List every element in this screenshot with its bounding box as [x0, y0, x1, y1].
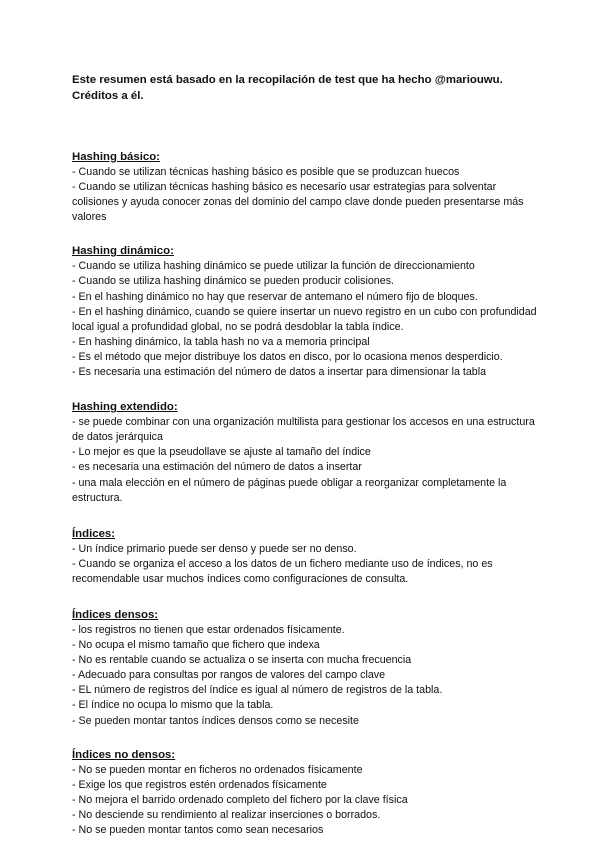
list-item: - Lo mejor es que la pseudollave se ajuste al tamaño del índice [72, 446, 371, 459]
list-item: - Cuando se utilizan técnicas hashing básico es necesario usar estrategias para solventar colisiones y ayuda conocer zonas del dominio del campo clave donde pueden presentarse más valores [72, 181, 524, 224]
list-item: - Adecuado para consultas por rangos de valores del campo clave [72, 669, 386, 682]
intro-line-2: Créditos a él. [72, 90, 144, 102]
section-hashing-basico [72, 150, 542, 225]
list-item: - se puede combinar con una organización multilista para gestionar los accesos en una estructura de datos jerárquica [72, 416, 535, 444]
section-hashing-dinamico [72, 244, 542, 380]
section-indices [72, 527, 542, 587]
list-item: - Es el método que mejor distribuye los datos en disco, por lo ocasiona menos desperdicio. [72, 350, 503, 363]
list-item: - No es rentable cuando se actualiza o se inserta con mucha frecuencia [72, 654, 412, 667]
list-item: - es necesaria una estimación del número de datos a insertar [72, 461, 362, 474]
section-indices-no-densos [72, 748, 542, 838]
intro-line-1: Este resumen está basado en la recopilación de test que ha hecho @mariouwu. [72, 74, 503, 86]
list-item: - Cuando se organiza el acceso a los datos de un fichero mediante uso de índices, no es recomendable usar muchos índices como configuraciones de consulta. [72, 557, 493, 585]
list-item: - los registros no tienen que estar ordenados físicamente. [72, 623, 345, 636]
list-item: - Es necesaria una estimación del número de datos a insertar para dimensionar la tabla [72, 366, 487, 379]
list-item: - Cuando se utiliza hashing dinámico se pueden producir colisiones. [72, 275, 395, 288]
list-item: - Cuando se utilizan técnicas hashing básico es posible que se produzcan huecos [72, 166, 460, 178]
intro-paragraph [72, 72, 542, 104]
list-item: - No mejora el barrido ordenado completo del fichero por la clave física [72, 793, 408, 806]
section-heading: Hashing extendido: [72, 401, 178, 414]
section-heading: Hashing básico: [72, 151, 160, 163]
list-item: - EL número de registros del índice es igual al número de registros de la tabla. [72, 684, 443, 697]
section-hashing-extendido [72, 400, 542, 506]
list-item: - No desciende su rendimiento al realizar inserciones o borrados. [72, 808, 381, 821]
list-item: - No se pueden montar tantos como sean necesarios [72, 824, 324, 836]
list-item: - Cuando se utiliza hashing dinámico se puede utilizar la función de direccionamiento [72, 260, 475, 273]
section-heading: Índices: [72, 527, 116, 540]
list-item: - No ocupa el mismo tamaño que fichero que indexa [72, 639, 320, 652]
section-heading: Índices no densos: [72, 748, 176, 761]
list-item: - No se pueden montar en ficheros no ordenados físicamente [72, 763, 363, 776]
list-item: - En el hashing dinámico no hay que reservar de antemano el número fijo de bloques. [72, 290, 478, 303]
list-item: - Un índice primario puede ser denso y puede ser no denso. [72, 542, 357, 555]
document-page [72, 72, 542, 855]
list-item: - En el hashing dinámico, cuando se quiere insertar un nuevo registro en un cubo con profundidad local igual a profundidad global, no se podrá desdoblar la tabla índice. [72, 305, 537, 333]
section-heading: Índices densos: [72, 608, 159, 621]
list-item: - una mala elección en el número de páginas puede obligar a reorganizar completamente la estructura. [72, 476, 507, 504]
section-heading: Hashing dinámico: [72, 245, 174, 258]
list-item: - Exige los que registros estén ordenados físicamente [72, 778, 327, 791]
list-item: - Se pueden montar tantos índices densos como se necesite [72, 714, 359, 727]
section-indices-densos [72, 608, 542, 729]
list-item: - En hashing dinámico, la tabla hash no va a memoria principal [72, 335, 370, 348]
list-item: - El índice no ocupa lo mismo que la tabla. [72, 699, 274, 712]
